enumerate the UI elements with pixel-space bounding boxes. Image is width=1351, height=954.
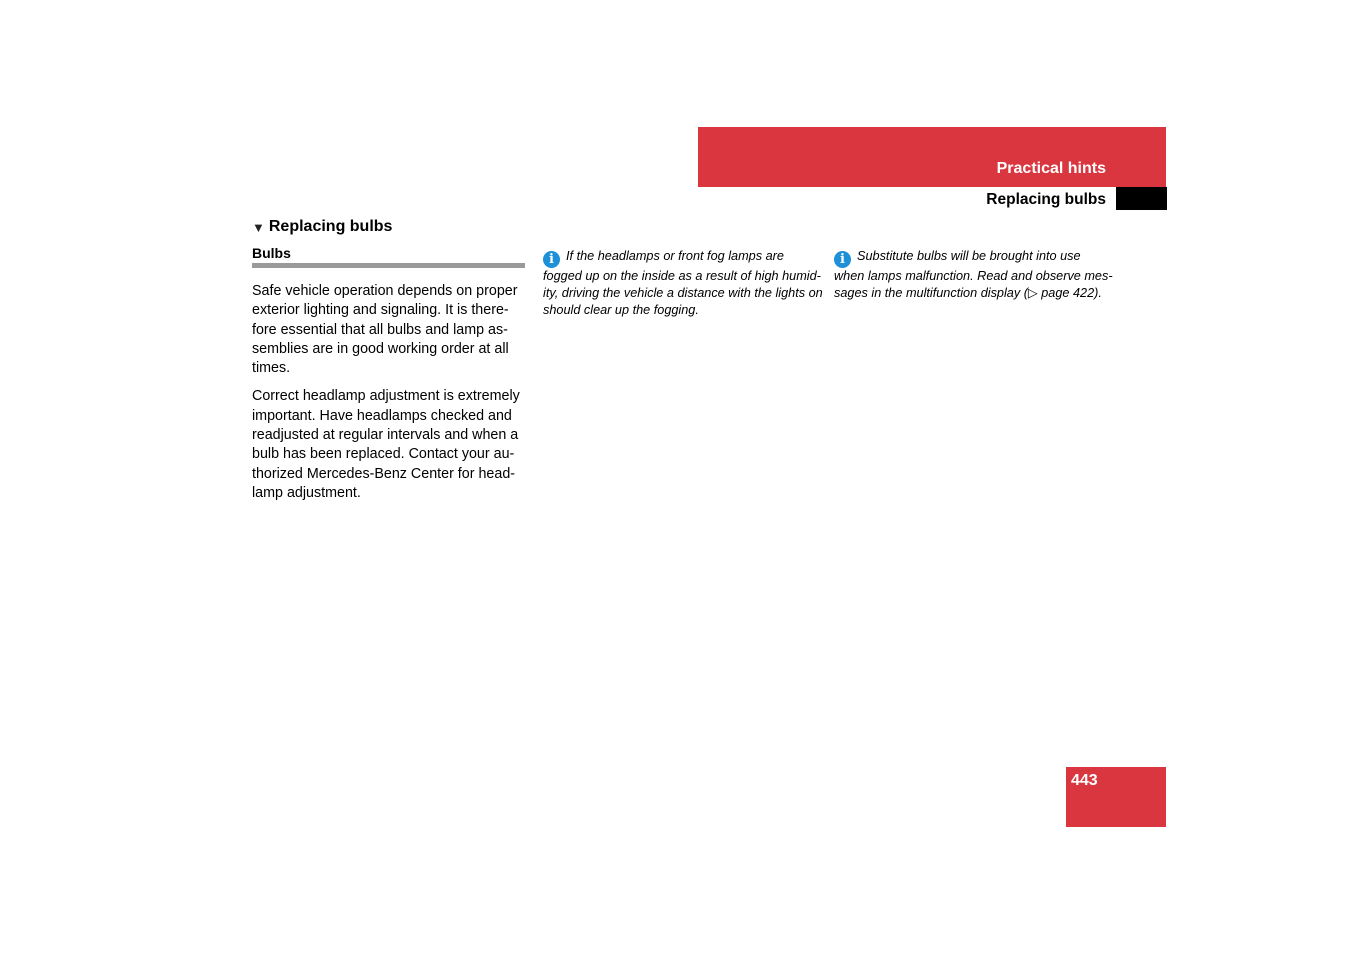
section-title: Replacing bulbs xyxy=(986,191,1106,208)
info-note xyxy=(543,248,823,318)
page-heading xyxy=(252,218,525,236)
body-paragraph: Safe vehicle operation depends on proper exterior lighting and signaling. It is there-fore essential that all bulbs and lamp as-semblies are in good working order at all times. xyxy=(252,283,518,377)
page-number: 443 xyxy=(1071,772,1098,789)
main-column xyxy=(252,218,525,503)
page-heading-text: Replacing bulbs xyxy=(268,218,393,235)
subheading: Bulbs xyxy=(252,245,291,261)
info-note-text: Substitute bulbs will be brought into use when lamps malfunction. Read and observe mes-sages in the multifunction display (▷ page 422). xyxy=(834,249,1113,300)
chapter-title: Practical hints xyxy=(996,160,1106,177)
section-tab-marker xyxy=(1116,187,1167,210)
header-band xyxy=(698,127,1166,187)
info-icon: i xyxy=(834,251,851,268)
body-paragraph: Correct headlamp adjustment is extremely important. Have headlamps checked and readjusted at regular intervals and when a bulb has been replaced. Contact your au-thorized Mercedes-Benz Center for head-lamp adjustment. xyxy=(252,388,520,501)
info-note-text: If the headlamps or front fog lamps are fogged up on the inside as a result of high humid-ity, driving the vehicle a distance with the lights on should clear up the fogging. xyxy=(543,249,823,317)
info-icon: i xyxy=(543,251,560,268)
triangle-down-icon: ▼ xyxy=(252,219,265,235)
info-note xyxy=(834,248,1114,302)
subheading-rule xyxy=(252,263,525,268)
